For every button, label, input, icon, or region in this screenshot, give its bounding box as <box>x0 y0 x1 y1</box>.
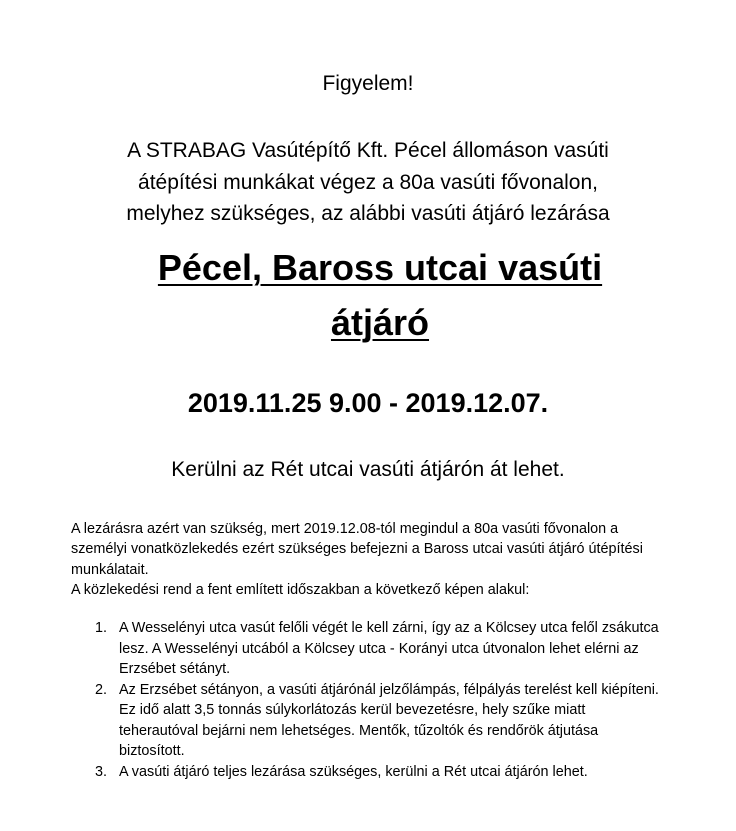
list-item-line: lesz. A Wesselényi utcából a Kölcsey utca - Korányi utca útvonalon lehet elérni az <box>119 640 639 657</box>
list-item <box>95 618 707 680</box>
list-item <box>95 762 707 783</box>
list-item-line: Erzsébet sétányt. <box>119 661 231 677</box>
list-item-line: teherautóval bejárni nem lehetséges. Mentők, tűzoltók és rendőrök átjutása <box>119 722 599 739</box>
closed-crossing-title <box>70 240 690 350</box>
reason-paragraph <box>71 519 681 600</box>
list-item-number: 3. <box>95 763 108 780</box>
list-item-line: biztosított. <box>119 743 185 759</box>
list-item-line: Ez idő alatt 3,5 tonnás súlykorlátozás kerül bevezetésre, hely szűke miatt <box>119 702 586 718</box>
notice-greeting: Figyelem! <box>322 72 414 95</box>
list-item <box>95 680 707 762</box>
reason-line: munkálatait. <box>71 561 149 578</box>
location-line: átjáró <box>330 302 430 343</box>
location-line: Pécel, Baross utcai vasúti <box>157 247 603 288</box>
list-item-number: 1. <box>95 620 108 636</box>
list-item-line: Az Erzsébet sétányon, a vasúti átjárónál jelzőlámpás, félpályás terelést kell kiépíteni. <box>119 681 659 698</box>
reason-line: A közlekedési rend a fent említett időszakban a következő képen alakul: <box>71 581 530 598</box>
notice-intro <box>60 135 676 230</box>
intro-line: melyhez szükséges, az alábbi vasúti átjáró lezárása <box>126 202 610 225</box>
list-item-line: A Wesselényi utca vasút felőli végét le kell zárni, így az a Kölcsey utca felől zsákutca <box>119 620 659 636</box>
list-item-line: A vasúti átjáró teljes lezárása szükséges, kerülni a Rét utcai átjárón lehet. <box>119 763 588 780</box>
intro-line: átépítési munkákat végez a 80a vasúti fővonalon, <box>138 170 598 194</box>
reason-line: személyi vonatközlekedés ezért szükséges befejezni a Baross utcai vasúti átjáró útépítési <box>71 541 643 558</box>
list-item-number: 2. <box>95 681 108 698</box>
detour-info: Kerülni az Rét utcai vasúti átjárón át lehet. <box>171 458 565 481</box>
traffic-rules-list <box>95 618 707 782</box>
closure-dates: 2019.11.25 9.00 - 2019.12.07. <box>187 388 549 418</box>
intro-line: A STRABAG Vasútépítő Kft. Pécel állomáson vasúti <box>127 139 609 162</box>
reason-line: A lezárásra azért van szükség, mert 2019.12.08-tól megindul a 80a vasúti fővonalon a <box>71 521 619 537</box>
